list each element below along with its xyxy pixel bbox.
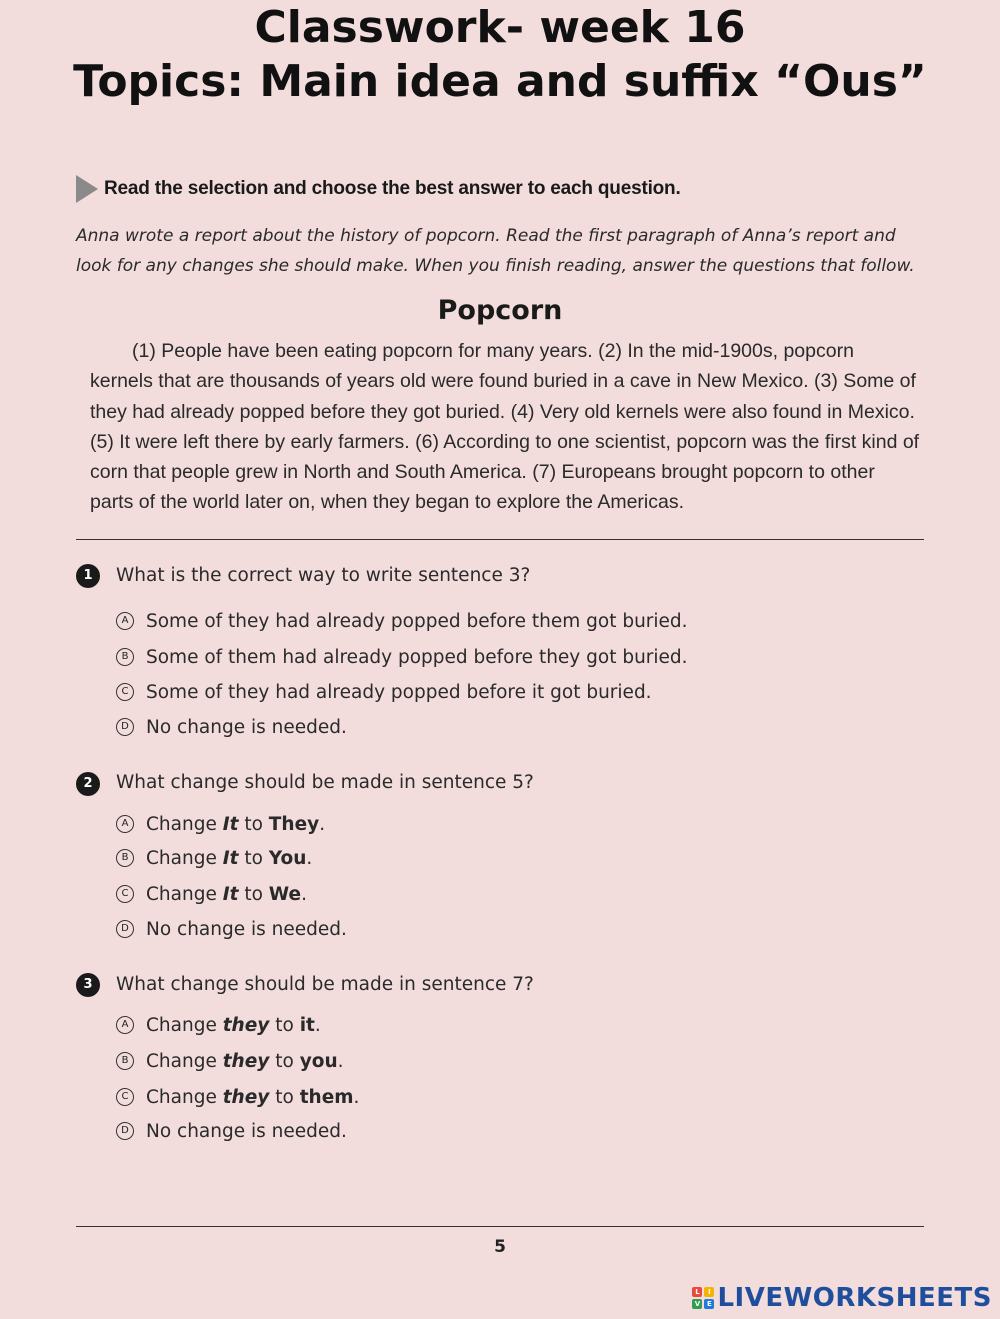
option-letter-d: D xyxy=(116,718,134,736)
option-letter-b: B xyxy=(116,648,134,666)
question-number-badge: 1 xyxy=(76,564,100,588)
worksheet-topics: Topics: Main idea and suffix “Ous” xyxy=(73,56,927,107)
answer-option[interactable] xyxy=(116,916,347,942)
answer-option[interactable] xyxy=(116,881,307,907)
instruction-row xyxy=(76,174,681,204)
question-number-badge: 3 xyxy=(76,973,100,997)
logo-mark-cell: L xyxy=(692,1287,702,1297)
option-text: No change is needed. xyxy=(146,716,347,738)
question-number-badge: 2 xyxy=(76,772,100,796)
intro-text: Anna wrote a report about the history of popcorn. Read the first paragraph of Anna’s report and look for any changes she should make. When you finish reading, answer the questions that follow. xyxy=(76,226,915,276)
option-text: Change they to them. xyxy=(146,1086,360,1108)
question-text: What change should be made in sentence 7? xyxy=(116,974,534,995)
option-text: Change It to You. xyxy=(146,847,313,869)
option-letter-a: A xyxy=(116,612,134,630)
option-letter-c: C xyxy=(116,885,134,903)
answer-option[interactable] xyxy=(116,1084,359,1110)
option-text: Change It to We. xyxy=(146,883,307,905)
answer-option[interactable] xyxy=(116,1048,344,1074)
logo-mark-cell: E xyxy=(704,1299,714,1309)
option-text: No change is needed. xyxy=(146,918,347,940)
passage-title: Popcorn xyxy=(437,295,563,326)
logo-mark-cell: I xyxy=(704,1287,714,1297)
answer-option[interactable] xyxy=(116,714,347,740)
answer-option[interactable] xyxy=(116,811,325,837)
option-letter-c: C xyxy=(116,1088,134,1106)
logo-mark-icon xyxy=(692,1287,714,1309)
logo-mark-cell: V xyxy=(692,1299,702,1309)
worksheet-title: Classwork- week 16 xyxy=(254,2,746,53)
answer-option[interactable] xyxy=(116,608,688,634)
divider xyxy=(76,539,924,540)
option-letter-a: A xyxy=(116,815,134,833)
answer-option[interactable] xyxy=(116,679,652,705)
logo-text: LIVEWORKSHEETS xyxy=(717,1283,992,1313)
option-text: Change they to it. xyxy=(146,1014,321,1036)
page-number: 5 xyxy=(494,1237,506,1257)
instruction-text: Read the selection and choose the best answer to each question. xyxy=(104,178,681,199)
option-text: Change they to you. xyxy=(146,1050,344,1072)
play-arrow-icon xyxy=(76,175,98,203)
option-letter-a: A xyxy=(116,1016,134,1034)
answer-option[interactable] xyxy=(116,1118,347,1144)
passage-text: (1) People have been eating popcorn for many years. (2) In the mid-1900s, popcorn kernels that are thousands of years old were found buried in a cave in New Mexico. (3) Some of they had already popped before they got buried. (4) Very old kernels were also found in Mexico. (5) It were left there by early farmers. (6) According to one scientist, popcorn was the first kind of corn that people grew in North and South America. (7) Europeans brought popcorn to other parts of the world later on, when they began to explore the Americas. xyxy=(90,340,920,514)
option-letter-d: D xyxy=(116,920,134,938)
footer-divider xyxy=(76,1226,924,1227)
answer-option[interactable] xyxy=(116,845,312,871)
question-text: What is the correct way to write sentence 3? xyxy=(116,565,531,586)
option-letter-b: B xyxy=(116,1052,134,1070)
answer-option[interactable] xyxy=(116,644,688,670)
option-text: Some of they had already popped before it got buried. xyxy=(146,681,652,703)
option-text: Some of they had already popped before them got buried. xyxy=(146,610,688,632)
option-text: Change It to They. xyxy=(146,813,326,835)
liveworksheets-logo xyxy=(692,1283,992,1313)
answer-option[interactable] xyxy=(116,1012,321,1038)
option-letter-d: D xyxy=(116,1122,134,1140)
option-letter-c: C xyxy=(116,683,134,701)
option-text: No change is needed. xyxy=(146,1120,347,1142)
option-letter-b: B xyxy=(116,849,134,867)
option-text: Some of them had already popped before they got buried. xyxy=(146,646,688,668)
question-text: What change should be made in sentence 5? xyxy=(116,772,534,793)
